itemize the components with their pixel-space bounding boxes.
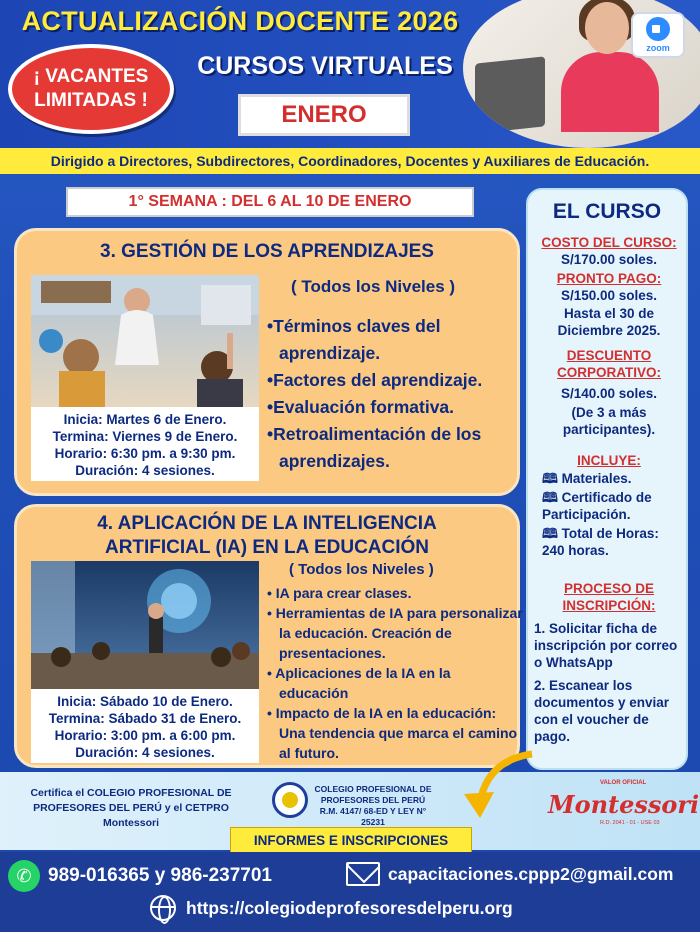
schedule-box: Inicia: Martes 6 de Enero. Termina: Viernes 9 de Enero. Horario: 6:30 pm. a 9:30 pm. Duración: 4 sesiones. [31, 407, 259, 481]
topic-list [265, 583, 523, 763]
email-contact[interactable] [346, 862, 674, 886]
includes-label: INCLUYE: [577, 453, 641, 468]
early-pay-label: PRONTO PAGO: [556, 271, 662, 286]
main-title: ACTUALIZACIÓN DOCENTE 2026 [21, 6, 459, 36]
topic-item: •Retroalimentación de los aprendizajes. [267, 424, 482, 471]
topic-item: • Herramientas de IA para personalizar la educación. Creación de presentaciones. [267, 605, 523, 661]
colegio-law: R.M. 4147/ 68-ED Y LEY N° 25231 [319, 806, 427, 827]
informes-banner: INFORMES E INSCRIPCIONES [230, 827, 472, 853]
whatsapp-icon: ✆ [8, 860, 40, 892]
phone-numbers[interactable]: 989-016365 y 986-237701 [48, 865, 272, 886]
schedule-box: Inicia: Sábado 10 de Enero. Termina: Sábado 31 de Enero. Horario: 3:00 pm. a 6:00 pm. Duración: 4 sesiones. [31, 689, 259, 763]
colegio-info [308, 784, 438, 828]
course-levels: ( Todos los Niveles ) [289, 561, 434, 578]
week-banner: 1° SEMANA : DEL 6 AL 10 DE ENERO [66, 187, 474, 217]
includes-item: 🕮 Certificado de Participación. [542, 490, 652, 522]
phone-contact[interactable] [8, 860, 272, 892]
topic-item: • IA para crear clases. [267, 585, 412, 601]
process-step: 2. Escanear los documentos y enviar con el voucher de pago. [534, 678, 670, 744]
process-step: 1. Solicitar ficha de inscripción por correo o WhatsApp [534, 621, 678, 670]
email-address[interactable]: capacitaciones.cppp2@gmail.com [388, 863, 674, 884]
topic-list [265, 313, 523, 475]
website-link[interactable]: https://colegiodeprofesoresdelperu.org [186, 897, 513, 918]
classroom-photo [31, 275, 259, 407]
topic-item: •Términos claves del aprendizaje. [267, 316, 441, 363]
montessori-sub: R.D. 2041 - 01 - USE 03 [600, 820, 660, 826]
process-label: PROCESO DE INSCRIPCIÓN: [562, 581, 656, 613]
topic-item: •Factores del aprendizaje. [267, 370, 483, 390]
ai-classroom-photo [31, 561, 259, 689]
certification-text: Certifica el COLEGIO PROFESIONAL DE PROFESORES DEL PERÚ y el CETPRO Montessori [30, 787, 232, 829]
arrow-down-icon [458, 750, 538, 822]
topic-item: • Impacto de la IA en la educación: Una tendencia que marca el camino al futuro. [267, 705, 518, 761]
subtitle: CURSOS VIRTUALES [197, 52, 453, 80]
corporate-note: (De 3 a más participantes). [562, 405, 656, 437]
course-title-line2: ARTIFICIAL (IA) EN LA EDUCACIÓN [104, 537, 430, 558]
colegio-seal-icon [272, 782, 308, 818]
includes-item: 🕮 Total de Horas: 240 horas. [542, 526, 659, 558]
montessori-logo: Montessori [548, 790, 700, 819]
course-title: 3. GESTIÓN DE LOS APRENDIZAJES [100, 241, 434, 262]
early-pay-note: Hasta el 30 de Diciembre 2025. [557, 306, 661, 338]
mail-icon [346, 862, 380, 886]
vacantes-badge: ¡ VACANTES LIMITADAS ! [8, 44, 174, 134]
course-details-panel [526, 188, 688, 770]
colegio-name: COLEGIO PROFESIONAL DE PROFESORES DEL PERÚ [314, 784, 432, 805]
includes-item: 🕮 Materiales. [542, 471, 632, 486]
website-contact[interactable] [150, 895, 513, 921]
course-card-ia [14, 504, 523, 768]
course-title-line1: 4. APLICACIÓN DE LA INTELIGENCIA [97, 513, 437, 534]
cost-value: S/170.00 soles. [560, 252, 658, 267]
audience-banner: Dirigido a Directores, Subdirectores, Coordinadores, Docentes y Auxiliares de Educación. [0, 148, 700, 174]
course-levels: ( Todos los Niveles ) [291, 277, 456, 296]
cost-label: COSTO DEL CURSO: [541, 235, 677, 250]
process-list [534, 620, 686, 745]
zoom-logo [631, 12, 685, 58]
corporate-label: DESCUENTO CORPORATIVO: [557, 348, 661, 380]
globe-icon [150, 895, 176, 921]
corporate-value: S/140.00 soles. [560, 386, 658, 401]
zoom-label: zoom [646, 43, 670, 53]
early-pay-value: S/150.00 soles. [560, 288, 658, 303]
topic-item: •Evaluación formativa. [267, 397, 455, 417]
laptop-image [475, 56, 545, 133]
month-label: ENERO [238, 94, 410, 136]
panel-title: EL CURSO [552, 200, 662, 223]
course-card-gestion [14, 228, 520, 496]
montessori-tag: VALOR OFICIAL [600, 780, 647, 786]
camera-icon [646, 17, 670, 41]
includes-list [542, 470, 682, 559]
topic-item: • Aplicaciones de la IA en la educación [267, 665, 451, 701]
